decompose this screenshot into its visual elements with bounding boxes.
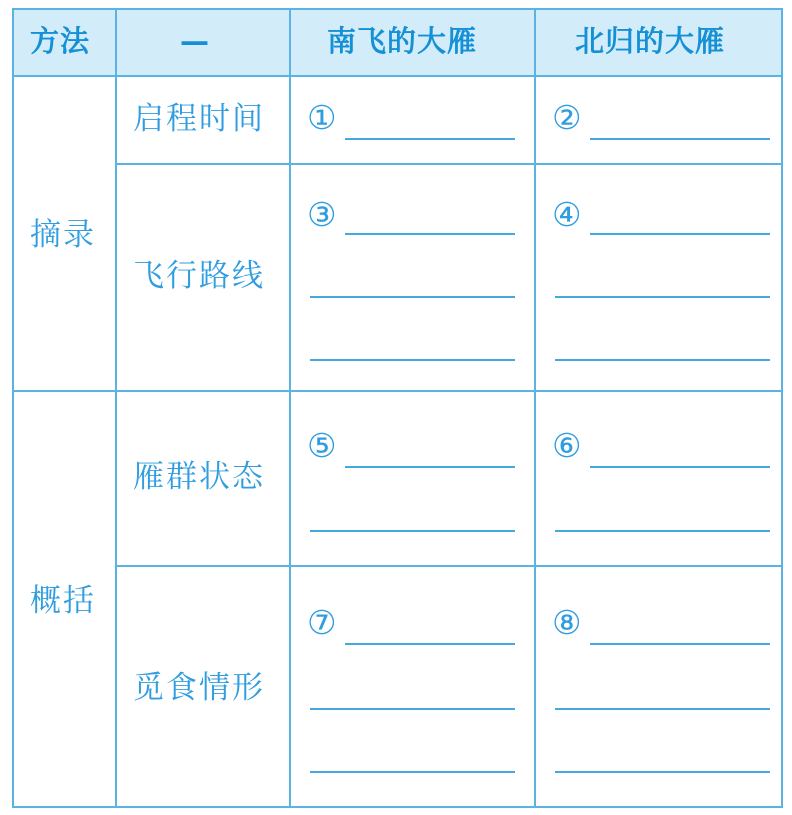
- row-divider-state-foraging: [115, 565, 783, 567]
- answer-blank-4-line-3[interactable]: [555, 359, 770, 361]
- answer-marker-1: ①: [307, 98, 337, 137]
- answer-blank-6-line-2[interactable]: [555, 530, 770, 532]
- table-border-left: [12, 8, 14, 808]
- answer-blank-5-line-2[interactable]: [310, 530, 515, 532]
- answer-blank-8-line-2[interactable]: [555, 708, 770, 710]
- header-south-geese: 南飞的大雁: [327, 24, 478, 58]
- row-flight-route: 飞行路线: [133, 258, 265, 294]
- group-excerpt: 摘录: [30, 217, 96, 253]
- answer-marker-6: ⑥: [552, 426, 582, 465]
- row-departure-time: 启程时间: [133, 101, 265, 137]
- answer-marker-7: ⑦: [307, 603, 337, 642]
- row-divider-time-route: [115, 163, 783, 165]
- answer-blank-3[interactable]: [345, 233, 515, 235]
- column-divider-2: [289, 8, 291, 808]
- header-divider: [12, 75, 783, 77]
- group-summary: 概括: [30, 583, 96, 619]
- answer-marker-2: ②: [552, 98, 582, 137]
- answer-blank-7-line-2[interactable]: [310, 708, 515, 710]
- answer-blank-4[interactable]: [590, 233, 770, 235]
- header-dash: —: [180, 24, 210, 58]
- answer-blank-8-line-3[interactable]: [555, 771, 770, 773]
- answer-blank-6[interactable]: [590, 466, 770, 468]
- answer-marker-5: ⑤: [307, 426, 337, 465]
- column-divider-3: [534, 8, 536, 808]
- answer-marker-3: ③: [307, 195, 337, 234]
- header-method: 方法: [30, 24, 91, 58]
- answer-blank-4-line-2[interactable]: [555, 296, 770, 298]
- answer-marker-8: ⑧: [552, 603, 582, 642]
- answer-blank-2[interactable]: [590, 138, 770, 140]
- answer-blank-5[interactable]: [345, 466, 515, 468]
- answer-blank-3-line-2[interactable]: [310, 296, 515, 298]
- row-flock-state: 雁群状态: [133, 459, 265, 495]
- answer-blank-7-line-3[interactable]: [310, 771, 515, 773]
- column-divider-1: [115, 8, 117, 808]
- table-border-top: [12, 8, 783, 10]
- answer-blank-1[interactable]: [345, 138, 515, 140]
- answer-blank-7[interactable]: [345, 643, 515, 645]
- answer-blank-3-line-3[interactable]: [310, 359, 515, 361]
- header-north-geese: 北归的大雁: [575, 24, 726, 58]
- answer-marker-4: ④: [552, 195, 582, 234]
- table-border-right: [781, 8, 783, 808]
- row-foraging: 觅食情形: [133, 670, 265, 706]
- table-border-bottom: [12, 806, 783, 808]
- answer-blank-8[interactable]: [590, 643, 770, 645]
- group-divider: [12, 390, 783, 392]
